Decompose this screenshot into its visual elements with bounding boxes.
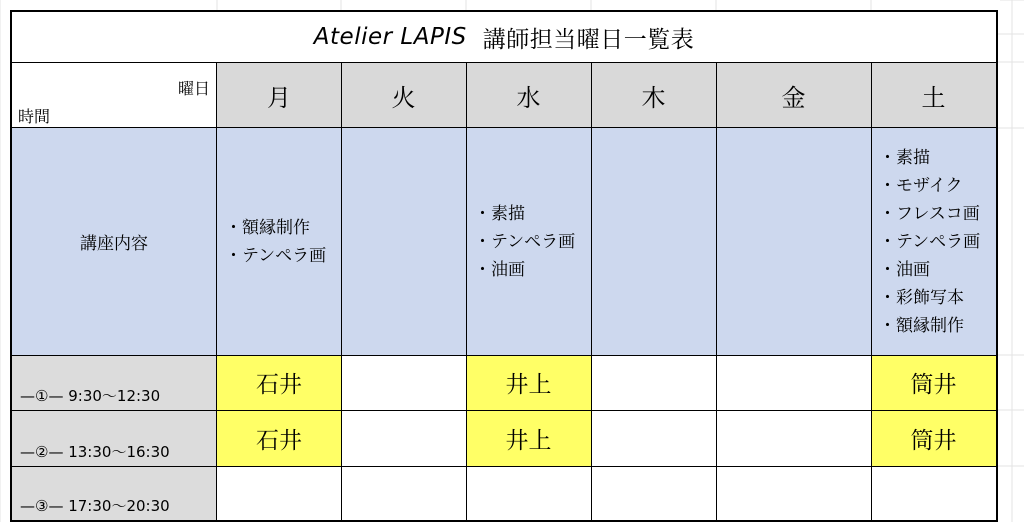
slot-1-thu	[591, 355, 716, 410]
course-item: ・額縁制作	[879, 315, 964, 336]
slot-3-mon	[217, 466, 341, 520]
slot-3-wed	[466, 466, 591, 520]
course-item: ・フレスコ画	[879, 203, 980, 224]
slot-2-fri	[716, 410, 871, 466]
slot-1-sat: 筒井	[871, 355, 996, 410]
day-header-mon: 月	[217, 63, 341, 128]
border-content-bottom	[10, 355, 998, 356]
time-slot-text: —①— 9:30～12:30	[20, 387, 161, 405]
course-item: ・油画	[879, 259, 930, 280]
course-item: ・テンペラ画	[225, 245, 327, 266]
time-slot-3-label	[12, 466, 216, 520]
time-axis-label: 時間	[18, 107, 51, 126]
courses-mon	[217, 128, 341, 355]
border-right	[996, 10, 998, 522]
slot-2-wed: 井上	[466, 410, 591, 466]
slot-3-sat	[871, 466, 996, 520]
day-header-wed: 水	[466, 63, 591, 128]
time-slot-1-label	[12, 355, 216, 410]
course-item: ・油画	[474, 259, 525, 280]
title-japanese: 講師担当曜日一覧表	[482, 26, 695, 53]
border-slot2-bottom	[10, 466, 998, 467]
border-col-mon	[216, 62, 217, 522]
courses-tue	[341, 128, 466, 355]
border-title-bottom	[10, 62, 998, 63]
day-header-sat: 土	[871, 63, 996, 128]
slot-1-mon: 石井	[217, 355, 341, 410]
border-slot1-bottom	[10, 410, 998, 411]
border-col-thu	[591, 62, 592, 522]
day-axis-label: 曜日	[177, 79, 210, 98]
slot-1-fri	[716, 355, 871, 410]
course-item: ・テンペラ画	[879, 231, 981, 252]
course-item: ・テンペラ画	[474, 231, 576, 252]
slot-3-fri	[716, 466, 871, 520]
courses-sat	[871, 128, 996, 355]
slot-2-sat: 筒井	[871, 410, 996, 466]
slot-2-tue	[341, 410, 466, 466]
border-col-fri	[716, 62, 717, 522]
course-content-label: 講座内容	[12, 128, 216, 355]
border-col-sat	[871, 62, 872, 522]
slot-2-thu	[591, 410, 716, 466]
border-top	[10, 10, 998, 12]
slot-3-thu	[591, 466, 716, 520]
title-english: Atelier LAPIS	[313, 24, 467, 50]
course-item: ・彩飾写本	[879, 287, 964, 308]
course-item: ・額縁制作	[225, 217, 310, 238]
course-item: ・素描	[474, 203, 525, 224]
corner-header	[12, 62, 216, 128]
time-slot-text: —②— 13:30～16:30	[20, 443, 170, 461]
courses-thu	[591, 128, 716, 355]
border-col-tue	[341, 62, 342, 522]
slot-1-tue	[341, 355, 466, 410]
courses-fri	[716, 128, 871, 355]
border-col-wed	[466, 62, 467, 522]
slot-1-wed: 井上	[466, 355, 591, 410]
slot-2-mon: 石井	[217, 410, 341, 466]
courses-wed	[466, 128, 591, 355]
day-header-fri: 金	[716, 63, 871, 128]
slot-3-tue	[341, 466, 466, 520]
time-slot-2-label	[12, 410, 216, 466]
time-slot-text: —③— 17:30～20:30	[20, 497, 170, 515]
course-item: ・モザイク	[879, 175, 963, 196]
day-header-thu: 木	[591, 63, 716, 128]
border-header-bottom	[10, 127, 998, 128]
course-item: ・素描	[879, 147, 930, 168]
table-title	[12, 12, 996, 62]
border-left	[10, 10, 12, 522]
day-header-tue: 火	[341, 63, 466, 128]
